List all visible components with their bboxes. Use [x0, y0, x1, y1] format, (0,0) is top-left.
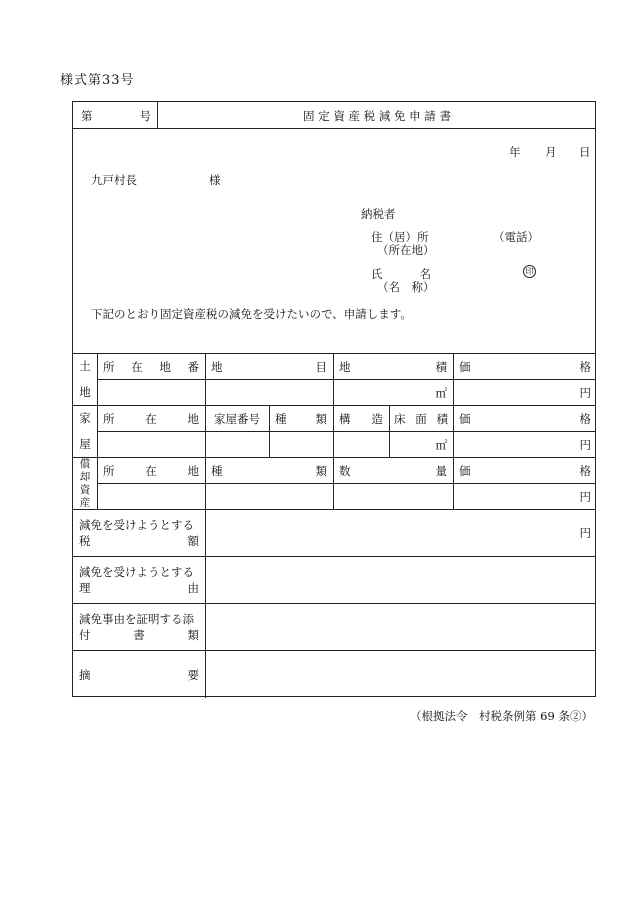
col-char: 価: [459, 464, 471, 478]
house-col-location: [103, 411, 199, 427]
docs-row-top: [73, 603, 595, 604]
col-char: 面: [415, 412, 427, 426]
col-char: 格: [579, 464, 591, 478]
row-char: 理: [79, 581, 91, 595]
land-col-area: [339, 359, 447, 375]
name-label-shi: 氏: [371, 267, 383, 281]
reason-label-line2: [79, 580, 199, 596]
addressee-honorific: 様: [209, 173, 221, 187]
row-char: 税: [79, 534, 91, 548]
date-month-label: 月: [545, 145, 557, 159]
col-char: 所: [103, 464, 115, 478]
col-char: 床: [394, 412, 406, 426]
col-char: 目: [315, 360, 327, 374]
depreciable-row-divider: [97, 483, 595, 484]
depreciable-col-location: [103, 463, 199, 479]
house-col-type: [275, 411, 327, 427]
col-char: 価: [459, 412, 471, 426]
depreciable-side-char: 産: [79, 496, 91, 509]
depreciable-col-price: [459, 463, 591, 479]
col-divider-3: [333, 353, 334, 509]
house-col-divider-b: [389, 405, 390, 457]
house-floor-unit: ㎡: [435, 438, 447, 452]
row-char: 摘: [79, 668, 91, 682]
col-char: 種: [211, 464, 223, 478]
house-col-divider-a: [269, 405, 270, 457]
tax-amount-label-line1: 減免を受けようとする: [79, 518, 194, 532]
depreciable-side-char: 資: [79, 483, 91, 496]
addressee-name: 九戸村長: [91, 173, 137, 187]
depreciable-side-label: [73, 457, 97, 509]
house-side-char-1: 家: [79, 411, 91, 425]
land-section-top: [73, 353, 595, 354]
col-char: 在: [131, 360, 143, 374]
house-col-structure: [339, 411, 383, 427]
depreciable-col-quantity: [339, 463, 447, 479]
land-side-char-2: 地: [79, 385, 91, 399]
reason-label-line1: 減免を受けようとする: [79, 565, 194, 579]
taxpayer-label: 納税者: [361, 207, 396, 221]
col-char: 類: [315, 464, 327, 478]
col-char: 地: [187, 412, 199, 426]
land-col-price: [459, 359, 591, 375]
col-char: 量: [435, 464, 447, 478]
seal-mark: 印: [523, 265, 536, 278]
col-char: 地: [187, 464, 199, 478]
application-statement: 下記のとおり固定資産税の減免を受けたいので、申請します。: [91, 307, 412, 321]
col-char: 積: [435, 360, 447, 374]
form-title: 固 定 資 産 税 減 免 申 請 書: [303, 109, 451, 123]
col-char: 在: [145, 412, 157, 426]
number-label-dai: 第: [81, 109, 93, 123]
col-char: 在: [145, 464, 157, 478]
house-row-divider: [97, 431, 595, 432]
phone-label: （電話）: [493, 230, 539, 244]
col-char: 地: [159, 360, 171, 374]
depreciable-price-unit: 円: [579, 490, 591, 504]
remarks-label: [79, 667, 199, 683]
col-char: 類: [315, 412, 327, 426]
number-label-go: 号: [139, 109, 151, 123]
depreciable-side-char: 償: [79, 457, 91, 470]
land-side-char-1: 土: [79, 359, 91, 373]
house-section-top: [73, 405, 595, 406]
col-char: 番: [187, 360, 199, 374]
row-char: 書: [133, 628, 145, 642]
col-char: 造: [371, 412, 383, 426]
tax-amount-label-line2: [79, 533, 199, 549]
house-col-number: 家屋番号: [214, 412, 260, 426]
land-col-location: [103, 359, 199, 375]
col-char: 格: [579, 360, 591, 374]
land-col-category: [211, 359, 327, 375]
address-label: 住（居）所: [371, 230, 429, 244]
tax-amount-unit: 円: [579, 526, 591, 540]
col-char: 積: [436, 412, 448, 426]
row-char: 付: [79, 628, 91, 642]
date-day-label: 日: [579, 145, 591, 159]
depreciable-col-type: [211, 463, 327, 479]
tax-amount-row-top: [73, 509, 595, 510]
application-form: [72, 101, 596, 697]
house-side-char-2: 屋: [79, 437, 91, 451]
docs-label-line1: 減免事由を証明する添: [79, 612, 194, 626]
reason-row-top: [73, 556, 595, 557]
land-row-divider: [97, 379, 595, 380]
name-sub-label: （名 称）: [377, 280, 435, 294]
col-char: 種: [275, 412, 287, 426]
form-number: 様式第33号: [60, 73, 135, 88]
docs-label-line2: [79, 627, 199, 643]
col-char: 地: [211, 360, 223, 374]
name-label-mei: 名: [419, 267, 431, 281]
land-side-label: [73, 353, 97, 405]
row-char: 額: [187, 534, 199, 548]
legal-basis-footer: （根拠法令 村税条例第 69 条②）: [410, 709, 593, 723]
house-price-unit: 円: [579, 438, 591, 452]
land-price-unit: 円: [579, 386, 591, 400]
row-char: 由: [187, 581, 199, 595]
row-char: 要: [187, 668, 199, 682]
number-label: [81, 108, 151, 124]
depreciable-side-char: 却: [79, 470, 91, 483]
row-char: 類: [187, 628, 199, 642]
address-sub-label: （所在地）: [377, 243, 435, 257]
col-char: 格: [579, 412, 591, 426]
col-char: 地: [339, 360, 351, 374]
house-col-floor-area: [394, 411, 448, 427]
remarks-row-top: [73, 650, 595, 651]
depreciable-section-top: [73, 457, 595, 458]
col-char: 構: [339, 412, 351, 426]
col-char: 所: [103, 412, 115, 426]
date-year-label: 年: [509, 145, 521, 159]
house-col-price: [459, 411, 591, 427]
side-label-divider: [97, 353, 98, 509]
col-char: 価: [459, 360, 471, 374]
col-char: 数: [339, 464, 351, 478]
col-divider-4: [453, 353, 454, 509]
main-col-divider: [205, 353, 206, 698]
col-char: 所: [103, 360, 115, 374]
header-divider: [73, 128, 595, 129]
land-area-unit: ㎡: [435, 386, 447, 400]
house-side-label: [73, 405, 97, 457]
